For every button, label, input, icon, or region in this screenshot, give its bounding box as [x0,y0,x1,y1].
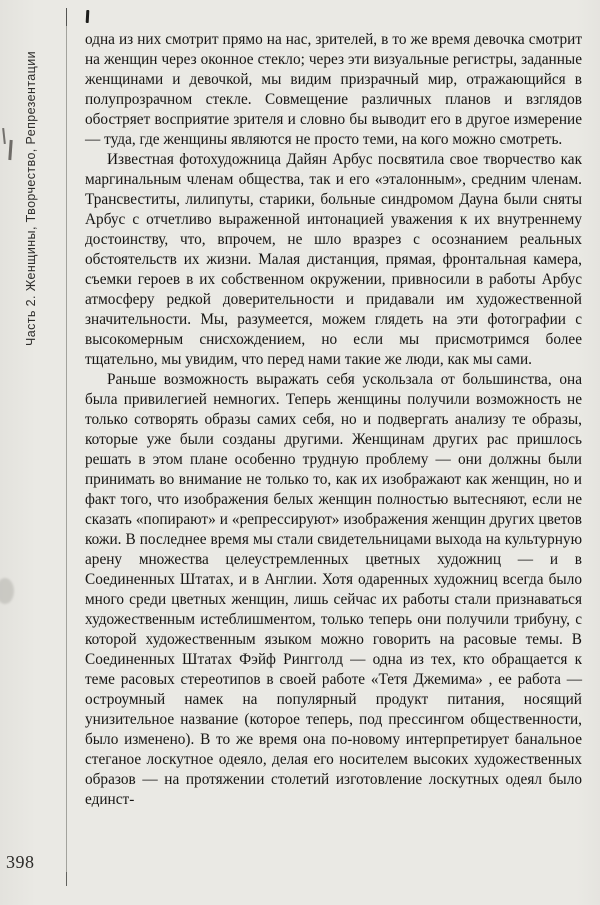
paragraph: Раньше возможность выражать себя ускользала от большинства, она была привилегией немногих. Теперь женщины получили возможность не только сотворять образы самих себя, но и подвергать анализу те образы, которые уже были созданы другими. Женщинам других рас пришлось решать в этом плане особенно трудную проблему — они должны были принимать во внимание не только то, как их изображают как женщин, но и факт того, что изображения белых женщин полностью вытесняют, если не сказать «попирают» и «репрессируют» изображения женщин других цветов кожи. В последнее время мы стали свидетельницами выхода на культурную арену множества целеустремленных цветных художниц — и в Соединенных Штатах, и в Англии. Хотя одаренных художниц всегда было много среди цветных женщин, лишь сейчас их работы стали признаваться художественным истеблишментом, только теперь они получили трибуну, с которой художественным языком можно говорить на расовые темы. В Соединенных Штатах Фэйф Рингголд — одна из тех, кто обращается к теме расовых стереотипов в своей работе «Тетя Джемима» , ее работа — остроумный намек на популярный продукт питания, носящий унизительное название (которое теперь, под прессингом общественности, было изменено). В то же время она по-новому интерпретирует банальное стеганое лоскутное одеяло, делая его носителем высоких художественных образов — на протяжении столетий изготовление лоскутных одеял было единст- [85,371,582,808]
scan-artifact-tick [86,10,90,23]
scan-artifact-smudge [0,578,14,604]
margin-rule [66,8,67,886]
scan-artifact-mark [2,128,6,144]
chapter-sidebar-label: Часть 2. Женщины, Творчество, Репрезентации [24,51,38,346]
scan-artifact-mark [8,140,12,160]
paragraph: Известная фотохудожница Дайян Арбус посвятила свое творчество как маргинальным членам общества, так и его «эталонным», средним членам. Трансвеститы, лилипуты, старики, больные синдромом Дауна были сняты Арбус с отчетливо выраженной интонацией уважения к их внутреннему достоинству, что, впрочем, не шло вразрез с осознанием реальных обстоятельств их жизни. Малая дистанция, прямая, фронтальная камера, съемки героев в их собственном окружении, привносили в работы Арбус атмосферу редкой доверительности и придавали им художественной значительности. Мы, разумеется, можем глядеть на эти фотографии с высокомерным снисхождением, но если мы присмотримся более тщательно, мы увидим, что перед нами такие же люди, как мы сами. [85,151,582,368]
page-number: 398 [6,852,35,872]
paragraph-continuation: одна из них смотрит прямо на нас, зрителей, в то же время девочка смотрит на женщин через оконное стекло; через эти визуальные регистры, заданные женщинами и девочкой, мы видим призрачный мир, отражающийся в полупрозрачном стекле. Совмещение различных планов и взглядов обостряет восприятие зрителя и словно бы выводит его в другое измерение — туда, где женщины являются не просто теми, на кого можно смотреть. [85,31,582,148]
body-text-column [85,30,582,810]
